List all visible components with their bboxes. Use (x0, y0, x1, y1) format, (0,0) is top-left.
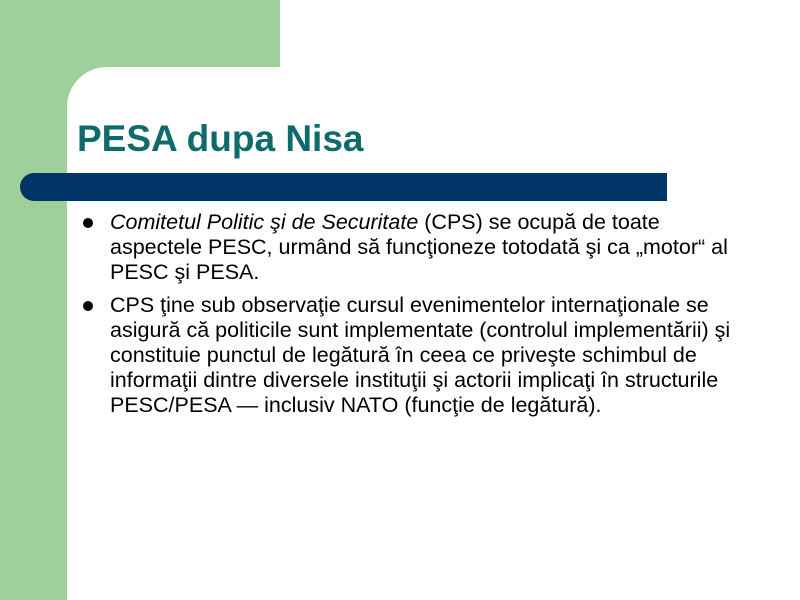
slide-title: PESA dupa Nisa (77, 118, 364, 159)
bullet-list (80, 210, 740, 426)
bullet-text: CPS ţine sub observaţie cursul evenimentelor internaţionale se asigură că politicile sunt implementate (controlul implementării) şi constituie punctul de legătură în ceea ce priveşte schimbul de informaţii dintre diversele instituţii şi actorii implicaţi în structurile PESC/PESA — inclusiv NATO (funcţie de legătură). (110, 293, 731, 417)
bullet-item-cps-role (80, 210, 740, 285)
bullet-dot-icon (83, 301, 93, 311)
title-underline-bar (20, 173, 667, 201)
bullet-italic-term: Comitetul Politic şi de Securitate (110, 210, 419, 234)
bullet-dot-icon (83, 218, 93, 228)
bullet-text: (CPS) se ocupă de toate aspectele PESC, urmând să funcţioneze totodată şi ca „motor“ al PESC şi PESA. (110, 210, 728, 284)
bullet-item-cps-observation (80, 293, 740, 418)
